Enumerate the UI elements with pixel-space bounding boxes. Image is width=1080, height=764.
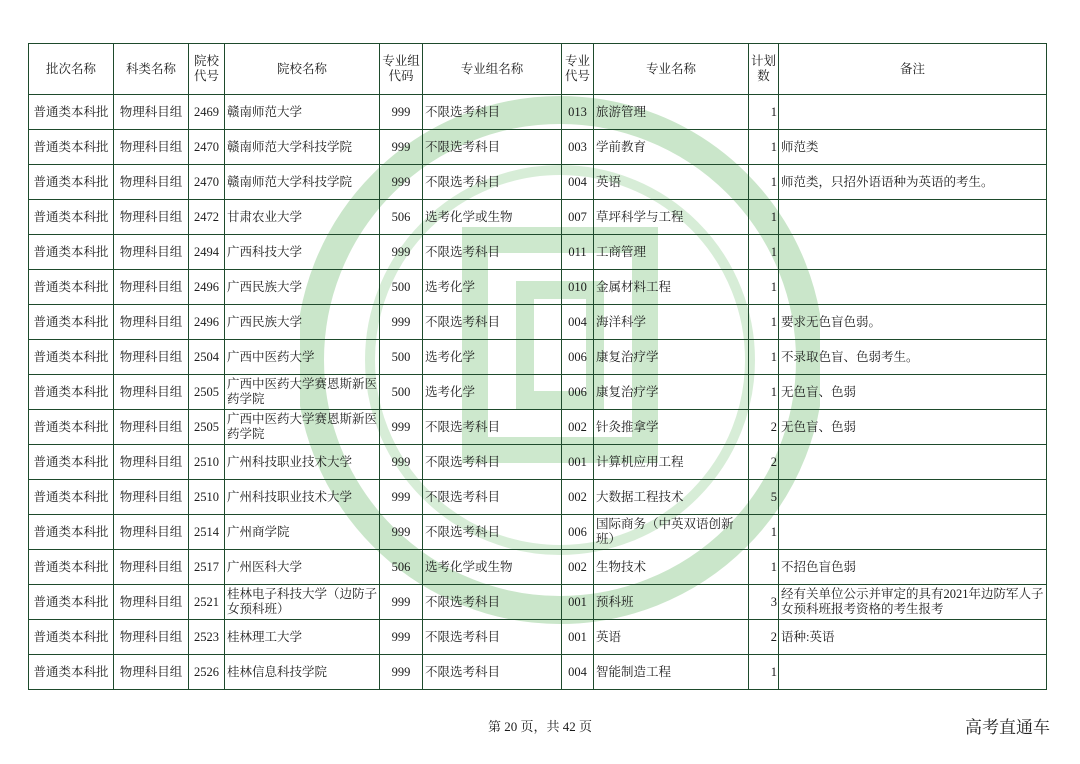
table-cell: 师范类，只招外语语种为英语的考生。 — [779, 165, 1047, 200]
table-cell: 007 — [562, 200, 594, 235]
table-cell: 999 — [380, 410, 423, 445]
table-cell — [779, 445, 1047, 480]
table-cell: 013 — [562, 95, 594, 130]
table-cell: 不限选考科目 — [423, 515, 562, 550]
table-cell: 英语 — [594, 165, 749, 200]
table-cell: 1 — [749, 270, 779, 305]
table-cell — [779, 235, 1047, 270]
table-cell: 999 — [380, 130, 423, 165]
table-cell: 006 — [562, 340, 594, 375]
table-cell: 海洋科学 — [594, 305, 749, 340]
table-cell: 普通类本科批 — [29, 130, 114, 165]
table-cell: 2472 — [189, 200, 225, 235]
table-cell: 001 — [562, 620, 594, 655]
table-cell: 999 — [380, 515, 423, 550]
table-cell: 999 — [380, 480, 423, 515]
table-cell: 普通类本科批 — [29, 95, 114, 130]
column-header: 备注 — [779, 44, 1047, 95]
table-cell: 广州科技职业技术大学 — [225, 445, 380, 480]
table-cell: 智能制造工程 — [594, 655, 749, 690]
table-cell: 赣南师范大学 — [225, 95, 380, 130]
table-cell: 2521 — [189, 585, 225, 620]
table-cell: 2523 — [189, 620, 225, 655]
table-cell: 普通类本科批 — [29, 410, 114, 445]
table-cell: 1 — [749, 200, 779, 235]
table-cell: 广西中医药大学 — [225, 340, 380, 375]
table-cell: 英语 — [594, 620, 749, 655]
table-cell: 物理科目组 — [114, 200, 189, 235]
table-cell: 不限选考科目 — [423, 130, 562, 165]
column-header: 专业组名称 — [423, 44, 562, 95]
table-cell: 针灸推拿学 — [594, 410, 749, 445]
table-cell: 物理科目组 — [114, 550, 189, 585]
table-cell: 不限选考科目 — [423, 95, 562, 130]
table-cell: 002 — [562, 410, 594, 445]
column-header: 专业组代码 — [380, 44, 423, 95]
table-cell: 赣南师范大学科技学院 — [225, 165, 380, 200]
table-cell: 物理科目组 — [114, 480, 189, 515]
table-cell: 广州商学院 — [225, 515, 380, 550]
table-cell: 不录取色盲、色弱考生。 — [779, 340, 1047, 375]
table-cell: 物理科目组 — [114, 445, 189, 480]
table-cell: 物理科目组 — [114, 410, 189, 445]
table-cell: 学前教育 — [594, 130, 749, 165]
table-cell: 物理科目组 — [114, 270, 189, 305]
table-cell: 999 — [380, 165, 423, 200]
table-cell: 普通类本科批 — [29, 165, 114, 200]
table-cell: 004 — [562, 165, 594, 200]
table-cell: 普通类本科批 — [29, 655, 114, 690]
table-cell: 2526 — [189, 655, 225, 690]
table-cell: 999 — [380, 655, 423, 690]
table-cell: 物理科目组 — [114, 655, 189, 690]
table-cell: 010 — [562, 270, 594, 305]
table-cell: 广西中医药大学赛恩斯新医药学院 — [225, 375, 380, 410]
table-row — [29, 200, 1047, 235]
table-cell: 物理科目组 — [114, 340, 189, 375]
table-cell: 1 — [749, 95, 779, 130]
table-row — [29, 305, 1047, 340]
table-cell: 2496 — [189, 270, 225, 305]
table-cell: 物理科目组 — [114, 515, 189, 550]
table-cell: 旅游管理 — [594, 95, 749, 130]
page-number: 第 20 页，共 42 页 — [487, 719, 592, 734]
table-cell: 不限选考科目 — [423, 235, 562, 270]
table-cell: 无色盲、色弱 — [779, 410, 1047, 445]
table-cell: 2510 — [189, 445, 225, 480]
table-cell: 选考化学或生物 — [423, 200, 562, 235]
table-cell: 2 — [749, 445, 779, 480]
table-cell: 普通类本科批 — [29, 585, 114, 620]
table-cell: 001 — [562, 445, 594, 480]
table-cell: 999 — [380, 445, 423, 480]
table-row — [29, 340, 1047, 375]
table-cell: 语种:英语 — [779, 620, 1047, 655]
table-cell — [779, 655, 1047, 690]
table-cell: 1 — [749, 165, 779, 200]
table-cell: 普通类本科批 — [29, 375, 114, 410]
table-cell — [779, 95, 1047, 130]
table-row — [29, 270, 1047, 305]
table-cell: 计算机应用工程 — [594, 445, 749, 480]
table-header-row — [29, 44, 1047, 95]
table-cell: 物理科目组 — [114, 620, 189, 655]
table-cell: 不限选考科目 — [423, 445, 562, 480]
column-header: 批次名称 — [29, 44, 114, 95]
table-cell: 物理科目组 — [114, 375, 189, 410]
table-cell: 师范类 — [779, 130, 1047, 165]
table-cell: 不限选考科目 — [423, 410, 562, 445]
table-cell: 不限选考科目 — [423, 480, 562, 515]
table-cell: 999 — [380, 95, 423, 130]
table-cell — [779, 515, 1047, 550]
table-cell: 国际商务（中英双语创新班） — [594, 515, 749, 550]
table-cell: 002 — [562, 550, 594, 585]
table-cell: 普通类本科批 — [29, 550, 114, 585]
table-cell: 999 — [380, 585, 423, 620]
table-cell: 2470 — [189, 130, 225, 165]
column-header: 院校代号 — [189, 44, 225, 95]
table-cell: 选考化学 — [423, 340, 562, 375]
table-cell: 2505 — [189, 410, 225, 445]
column-header: 专业代号 — [562, 44, 594, 95]
table-cell: 004 — [562, 655, 594, 690]
table-cell: 广西中医药大学赛恩斯新医药学院 — [225, 410, 380, 445]
table-cell: 普通类本科批 — [29, 515, 114, 550]
table-cell: 不限选考科目 — [423, 165, 562, 200]
table-row — [29, 375, 1047, 410]
admission-plan-table — [28, 43, 1047, 690]
table-cell: 不招色盲色弱 — [779, 550, 1047, 585]
table-cell: 不限选考科目 — [423, 585, 562, 620]
table-cell: 金属材料工程 — [594, 270, 749, 305]
table-cell: 003 — [562, 130, 594, 165]
table-cell: 物理科目组 — [114, 585, 189, 620]
table-cell: 普通类本科批 — [29, 305, 114, 340]
table-cell: 桂林信息科技学院 — [225, 655, 380, 690]
table-row — [29, 445, 1047, 480]
table-cell: 经有关单位公示并审定的具有2021年边防军人子女预科班报考资格的考生报考 — [779, 585, 1047, 620]
table-cell: 506 — [380, 200, 423, 235]
table-cell: 选考化学 — [423, 270, 562, 305]
table-cell: 1 — [749, 655, 779, 690]
table-cell: 006 — [562, 515, 594, 550]
table-cell: 普通类本科批 — [29, 340, 114, 375]
table-cell: 桂林理工大学 — [225, 620, 380, 655]
table-cell: 广西科技大学 — [225, 235, 380, 270]
table-cell: 物理科目组 — [114, 130, 189, 165]
table-row — [29, 550, 1047, 585]
table-cell: 2517 — [189, 550, 225, 585]
table-cell: 桂林电子科技大学（边防子女预科班） — [225, 585, 380, 620]
table-cell: 选考化学 — [423, 375, 562, 410]
table-row — [29, 480, 1047, 515]
table-row — [29, 515, 1047, 550]
column-header: 科类名称 — [114, 44, 189, 95]
table-row — [29, 165, 1047, 200]
table-cell: 不限选考科目 — [423, 620, 562, 655]
table-cell: 普通类本科批 — [29, 200, 114, 235]
table-cell: 2469 — [189, 95, 225, 130]
table-cell: 生物技术 — [594, 550, 749, 585]
table-cell — [779, 200, 1047, 235]
table-cell: 500 — [380, 375, 423, 410]
table-cell: 3 — [749, 585, 779, 620]
table-cell: 广州医科大学 — [225, 550, 380, 585]
table-cell: 康复治疗学 — [594, 340, 749, 375]
table-cell: 2 — [749, 410, 779, 445]
table-cell: 工商管理 — [594, 235, 749, 270]
table-cell: 大数据工程技术 — [594, 480, 749, 515]
table-cell: 广州科技职业技术大学 — [225, 480, 380, 515]
table-row — [29, 95, 1047, 130]
table-cell: 2496 — [189, 305, 225, 340]
table-cell: 011 — [562, 235, 594, 270]
table-cell: 1 — [749, 515, 779, 550]
table-cell: 2494 — [189, 235, 225, 270]
table-cell: 要求无色盲色弱。 — [779, 305, 1047, 340]
table-cell: 2505 — [189, 375, 225, 410]
table-cell: 500 — [380, 340, 423, 375]
table-cell: 普通类本科批 — [29, 445, 114, 480]
table-cell: 500 — [380, 270, 423, 305]
table-cell: 康复治疗学 — [594, 375, 749, 410]
table-cell — [779, 480, 1047, 515]
table-cell: 无色盲、色弱 — [779, 375, 1047, 410]
column-header: 院校名称 — [225, 44, 380, 95]
table-cell: 物理科目组 — [114, 95, 189, 130]
table-cell: 1 — [749, 375, 779, 410]
table-cell: 普通类本科批 — [29, 270, 114, 305]
table-cell: 2470 — [189, 165, 225, 200]
table-cell: 草坪科学与工程 — [594, 200, 749, 235]
table-cell: 001 — [562, 585, 594, 620]
table-cell — [779, 270, 1047, 305]
table-row — [29, 235, 1047, 270]
table-cell: 物理科目组 — [114, 165, 189, 200]
table-cell: 甘肃农业大学 — [225, 200, 380, 235]
table-cell: 不限选考科目 — [423, 305, 562, 340]
table-row — [29, 620, 1047, 655]
table-cell: 004 — [562, 305, 594, 340]
table-cell: 5 — [749, 480, 779, 515]
table-cell: 2514 — [189, 515, 225, 550]
column-header: 专业名称 — [594, 44, 749, 95]
table-cell: 999 — [380, 235, 423, 270]
table-cell: 1 — [749, 235, 779, 270]
table-cell: 广西民族大学 — [225, 305, 380, 340]
table-cell: 2504 — [189, 340, 225, 375]
table-cell: 506 — [380, 550, 423, 585]
table-cell: 普通类本科批 — [29, 480, 114, 515]
table-cell: 2510 — [189, 480, 225, 515]
table-cell: 1 — [749, 305, 779, 340]
column-header: 计划数 — [749, 44, 779, 95]
table-row — [29, 655, 1047, 690]
table-row — [29, 410, 1047, 445]
table-cell: 选考化学或生物 — [423, 550, 562, 585]
table-cell: 赣南师范大学科技学院 — [225, 130, 380, 165]
table-cell: 物理科目组 — [114, 235, 189, 270]
table-cell: 999 — [380, 620, 423, 655]
table-cell: 预科班 — [594, 585, 749, 620]
table-cell: 006 — [562, 375, 594, 410]
table-cell: 002 — [562, 480, 594, 515]
table-cell: 广西民族大学 — [225, 270, 380, 305]
table-cell: 普通类本科批 — [29, 235, 114, 270]
table-cell: 物理科目组 — [114, 305, 189, 340]
table-row — [29, 130, 1047, 165]
table-cell: 1 — [749, 130, 779, 165]
table-cell: 不限选考科目 — [423, 655, 562, 690]
source-watermark: 高考直通车 — [965, 718, 1050, 738]
table-cell: 2 — [749, 620, 779, 655]
table-cell: 999 — [380, 305, 423, 340]
table-cell: 1 — [749, 550, 779, 585]
table-cell: 普通类本科批 — [29, 620, 114, 655]
table-row — [29, 585, 1047, 620]
table-cell: 1 — [749, 340, 779, 375]
